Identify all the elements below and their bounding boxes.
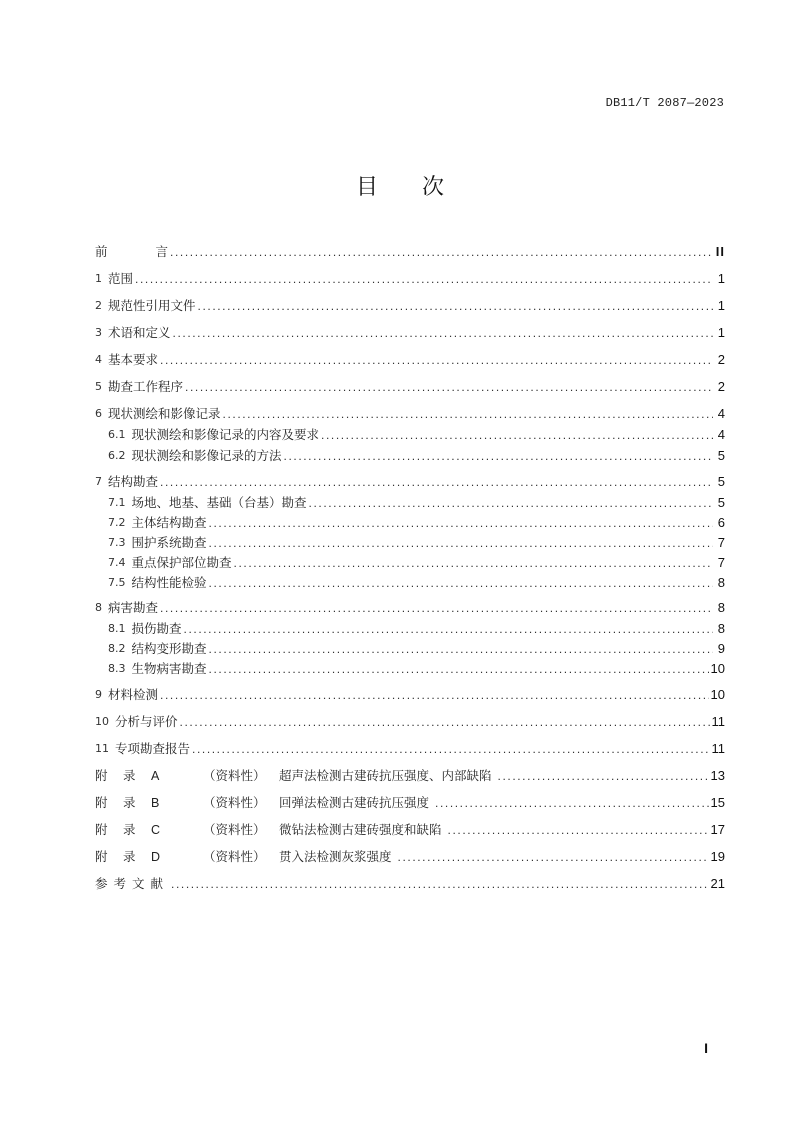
toc-label: 现状测绘和影像记录 — [108, 406, 221, 421]
toc-label: 主体结构勘查 — [131, 515, 207, 530]
toc-page: 19 — [710, 849, 725, 864]
toc-page: 6 — [717, 515, 725, 530]
toc-label: 附 录 A （资料性） 超声法检测古建砖抗压强度、内部缺陷 — [95, 768, 492, 783]
toc-label: 生物病害勘查 — [131, 661, 207, 676]
toc-appendix-b[interactable] — [95, 794, 725, 812]
leader-dots — [223, 405, 713, 423]
toc-label: 损伤勘查 — [131, 621, 182, 636]
leader-dots — [309, 494, 713, 512]
toc-label: 结构勘查 — [108, 474, 159, 489]
leader-dots — [209, 514, 713, 532]
toc-label: 结构变形勘查 — [131, 641, 207, 656]
leader-dots — [171, 875, 709, 893]
leader-dots — [185, 378, 713, 396]
toc-entry[interactable] — [95, 297, 725, 315]
toc-subentry[interactable] — [108, 494, 725, 512]
leader-dots — [209, 534, 713, 552]
leader-dots — [160, 351, 713, 369]
toc-label: 材料检测 — [108, 687, 159, 702]
toc-page: 11 — [711, 741, 725, 756]
toc-label: 场地、地基、基础（台基）勘查 — [131, 495, 307, 510]
toc-num: 7.2 — [108, 516, 126, 529]
toc-num: 7.3 — [108, 536, 126, 549]
toc-page: 11 — [711, 714, 725, 729]
toc-subentry[interactable] — [108, 514, 725, 532]
toc-label: 重点保护部位勘查 — [131, 555, 232, 570]
toc-num: 5 — [95, 380, 102, 393]
toc-entry-references[interactable] — [95, 875, 725, 893]
toc-num: 9 — [95, 688, 102, 701]
toc-num: 8.2 — [108, 642, 126, 655]
toc-label: 围护系统勘查 — [131, 535, 207, 550]
toc-label: 附 录 C （资料性） 微钻法检测古建砖强度和缺陷 — [95, 822, 442, 837]
leader-dots — [170, 243, 713, 261]
toc-label: 前 言 — [95, 244, 169, 259]
toc-subentry[interactable] — [108, 447, 725, 465]
toc-entry[interactable] — [95, 405, 725, 423]
toc-page: 10 — [710, 687, 725, 702]
toc-num: 8 — [95, 601, 102, 614]
title-char-2: 次 — [422, 175, 445, 200]
standard-code: DB11/T 2087—2023 — [605, 96, 724, 110]
toc-appendix-a[interactable] — [95, 767, 725, 785]
toc-page: 7 — [717, 535, 725, 550]
toc-appendix-c[interactable] — [95, 821, 725, 839]
toc-num: 7 — [95, 475, 102, 488]
toc-entry[interactable] — [95, 270, 725, 288]
toc-num: 6.2 — [108, 449, 126, 462]
leader-dots — [209, 660, 709, 678]
toc-entry[interactable] — [95, 473, 725, 491]
toc-subentry[interactable] — [108, 660, 725, 678]
toc-page: 1 — [717, 325, 725, 340]
toc-appendix-d[interactable] — [95, 848, 725, 866]
toc-entry[interactable] — [95, 378, 725, 396]
toc-label: 附 录 B （资料性） 回弹法检测古建砖抗压强度 — [95, 795, 430, 810]
toc-label: 分析与评价 — [115, 714, 178, 729]
toc-page: 5 — [717, 495, 725, 510]
leader-dots — [180, 713, 710, 731]
leader-dots — [160, 686, 709, 704]
toc-subentry[interactable] — [108, 640, 725, 658]
footer-page-number: I — [704, 1040, 708, 1056]
leader-dots — [135, 270, 713, 288]
toc-page: 8 — [717, 575, 725, 590]
toc-num: 7.1 — [108, 496, 126, 509]
toc-label: 基本要求 — [108, 352, 159, 367]
leader-dots — [160, 599, 713, 617]
leader-dots — [448, 821, 709, 839]
toc-num: 6 — [95, 407, 102, 420]
toc-num: 1 — [95, 272, 102, 285]
toc-label: 现状测绘和影像记录的内容及要求 — [131, 427, 320, 442]
toc-subentry[interactable] — [108, 554, 725, 572]
toc-num: 11 — [95, 742, 109, 755]
toc-label: 附 录 D （资料性） 贯入法检测灰浆强度 — [95, 849, 392, 864]
toc-label: 现状测绘和影像记录的方法 — [131, 448, 282, 463]
leader-dots — [435, 794, 709, 812]
toc-page: 13 — [710, 768, 725, 783]
toc-page: 10 — [710, 661, 725, 676]
leader-dots — [498, 767, 709, 785]
toc-page: 1 — [717, 271, 725, 286]
toc-num: 7.4 — [108, 556, 126, 569]
toc-num: 7.5 — [108, 576, 126, 589]
leader-dots — [198, 297, 713, 315]
toc-page: 15 — [710, 795, 725, 810]
toc-num: 8.1 — [108, 622, 126, 635]
leader-dots — [173, 324, 713, 342]
toc-num: 3 — [95, 326, 102, 339]
leader-dots — [184, 620, 713, 638]
toc-page: 8 — [717, 621, 725, 636]
toc-page: 7 — [717, 555, 725, 570]
leader-dots — [398, 848, 709, 866]
toc-label: 术语和定义 — [108, 325, 171, 340]
toc-subentry[interactable] — [108, 620, 725, 638]
toc-page: 5 — [717, 448, 725, 463]
toc-subentry[interactable] — [108, 426, 725, 444]
toc-num: 10 — [95, 715, 109, 728]
toc-label: 参考文献 — [95, 876, 170, 891]
toc-num: 2 — [95, 299, 102, 312]
leader-dots — [209, 574, 713, 592]
toc-entry[interactable] — [95, 686, 725, 704]
toc-entry[interactable] — [95, 713, 725, 731]
toc-num: 4 — [95, 353, 102, 366]
toc-label: 范围 — [108, 271, 134, 286]
toc-page: 2 — [717, 379, 725, 394]
leader-dots — [209, 640, 713, 658]
toc-page: 4 — [717, 406, 725, 421]
toc-entry[interactable] — [95, 740, 725, 758]
toc-label: 专项勘查报告 — [115, 741, 191, 756]
toc-page: 17 — [710, 822, 725, 837]
toc-page: 21 — [710, 876, 725, 891]
toc-num: 8.3 — [108, 662, 126, 675]
toc-num: 6.1 — [108, 428, 126, 441]
toc-page: 4 — [717, 427, 725, 442]
toc-label: 结构性能检验 — [131, 575, 207, 590]
toc-page: II — [715, 244, 725, 259]
leader-dots — [234, 554, 713, 572]
toc-entry[interactable] — [95, 351, 725, 369]
title-char-1: 目 — [355, 175, 378, 200]
page-title — [0, 170, 800, 201]
toc-entry[interactable] — [95, 599, 725, 617]
toc-page: 1 — [717, 298, 725, 313]
toc-page: 8 — [717, 600, 725, 615]
leader-dots — [160, 473, 713, 491]
toc-entry[interactable] — [95, 324, 725, 342]
leader-dots — [192, 740, 709, 758]
toc-label: 勘查工作程序 — [108, 379, 184, 394]
toc-page: 2 — [717, 352, 725, 367]
leader-dots — [321, 426, 713, 444]
toc-page: 9 — [717, 641, 725, 656]
toc-subentry[interactable] — [108, 574, 725, 592]
toc-subentry[interactable] — [108, 534, 725, 552]
toc-label: 病害勘查 — [108, 600, 159, 615]
toc-label: 规范性引用文件 — [108, 298, 196, 313]
toc-page: 5 — [717, 474, 725, 489]
toc-entry-foreword[interactable] — [95, 243, 725, 261]
leader-dots — [284, 447, 713, 465]
